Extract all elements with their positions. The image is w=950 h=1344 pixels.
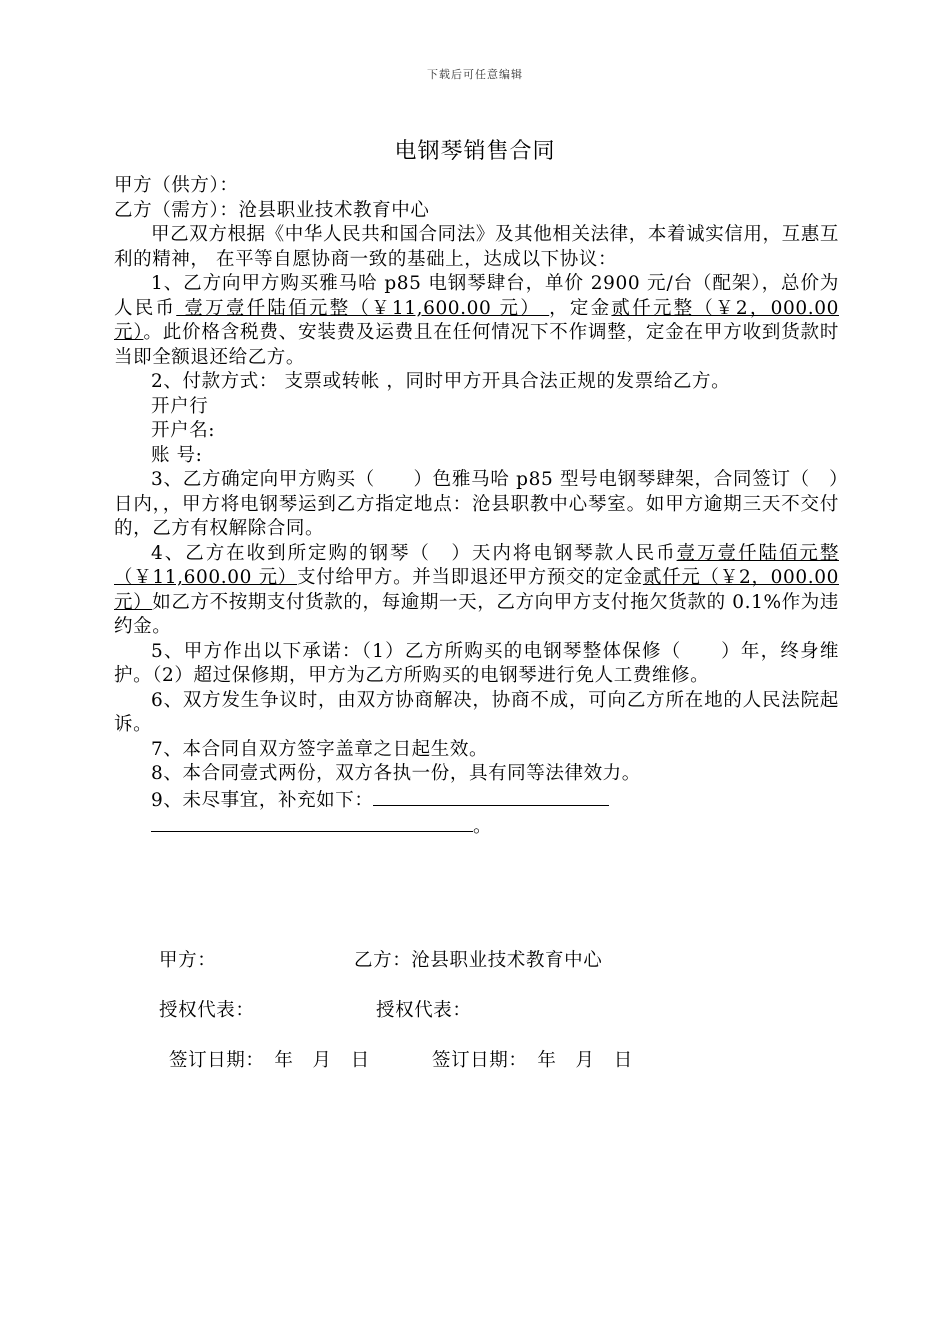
party-a-line: 甲方（供方）： xyxy=(114,175,239,196)
signature-party-b: 乙方：沧县职业技术教育中心 xyxy=(354,950,603,971)
clause-4-text-c: 如乙方不按期支付货款的，每逾期一天，乙方向甲方支付拖欠货款的 0.1%作为违约金。 xyxy=(114,591,839,637)
bank-line: 开户行 xyxy=(151,395,209,417)
clause-9-continuation xyxy=(114,813,839,840)
clause-3: 3、乙方确定向甲方购买（ ）色雅马哈 p85 型号电钢琴肆架，合同签订（ ）日内，，甲方将电钢琴运到乙方指定地点：沧县职教中心琴室。如甲方逾期三天不交付的，乙方有权解除合同。 xyxy=(114,469,839,539)
supplement-blank-2 xyxy=(151,813,473,832)
account-number-line: 账 号: xyxy=(151,444,203,466)
clause-1-deposit: 贰仟元整（￥2，000.00 元） xyxy=(114,297,839,343)
representative-a: 授权代表： xyxy=(159,1000,255,1021)
party-b-line: 乙方（需方）：沧县职业技术教育中心 xyxy=(114,199,430,221)
sign-date-a: 签订日期： 年 月 日 xyxy=(169,1050,370,1071)
clause-4-text-a: 4、乙方在收到所定购的钢琴（ ）天内将电钢琴款人民币 xyxy=(151,542,677,564)
clause-7: 7、本合同自双方签字盖章之日起生效。 xyxy=(151,738,489,760)
intro-paragraph: 甲乙双方根据《中华人民共和国合同法》及其他相关法律，本着诚实信用，互惠互利的精神， 在平等自愿协商一致的基础上，达成以下协议： xyxy=(114,224,839,270)
clause-4-amount: 壹万壹仟陆佰元整（￥11,600.00 元） xyxy=(114,542,839,588)
account-name-line: 开户名: xyxy=(151,420,216,441)
clause-1 xyxy=(114,272,839,370)
clause-1-text-b: ，定金 xyxy=(549,297,612,319)
clause-5: 5、甲方作出以下承诺：（1）乙方所购买的电钢琴整体保修（ ）年，终身维护。（2）超过保修期，甲方为乙方所购买的电钢琴进行免人工费维修。 xyxy=(114,640,839,686)
clause-9-end: 。 xyxy=(473,816,493,837)
clause-4-deposit: 贰仟元（￥2，000.00 元） xyxy=(114,567,839,613)
clause-2: 2、付款方式： 支票或转帐 ，同时甲方开具合法正规的发票给乙方。 xyxy=(151,371,731,392)
supplement-blank-1 xyxy=(373,787,609,806)
clause-1-total-amount: 壹万壹仟陆佰元整（￥11,600.00 元） xyxy=(176,297,550,319)
document-title: 电钢琴销售合同 xyxy=(394,139,556,164)
clause-4-text-b: 支付给甲方。并当即退还甲方预交的定金 xyxy=(297,567,643,588)
sign-date-b: 签订日期： 年 月 日 xyxy=(432,1050,633,1071)
clause-1-text-c: 。此价格含税费、安装费及运费且在任何情况下不作调整，定金在甲方收到货款时当即全额退还给乙方。 xyxy=(114,322,839,368)
signature-party-a: 甲方： xyxy=(159,950,217,971)
contract-body xyxy=(114,174,839,840)
header-note: 下载后可任意编辑 xyxy=(427,68,523,81)
clause-4 xyxy=(114,542,839,640)
clause-8: 8、本合同壹式两份，双方各执一份，具有同等法律效力。 xyxy=(151,763,641,784)
representative-b: 授权代表： xyxy=(376,1000,472,1021)
clause-9 xyxy=(114,787,839,814)
clause-9-text: 9、未尽事宜，补充如下： xyxy=(151,789,374,811)
clause-1-text-a: 1、乙方向甲方购买雅马哈 p85 电钢琴肆台，单价 2900 元/台（配架），总价为人民币 xyxy=(114,273,839,319)
clause-6: 6、双方发生争议时，由双方协商解决，协商不成，可向乙方所在地的人民法院起诉。 xyxy=(114,689,839,735)
